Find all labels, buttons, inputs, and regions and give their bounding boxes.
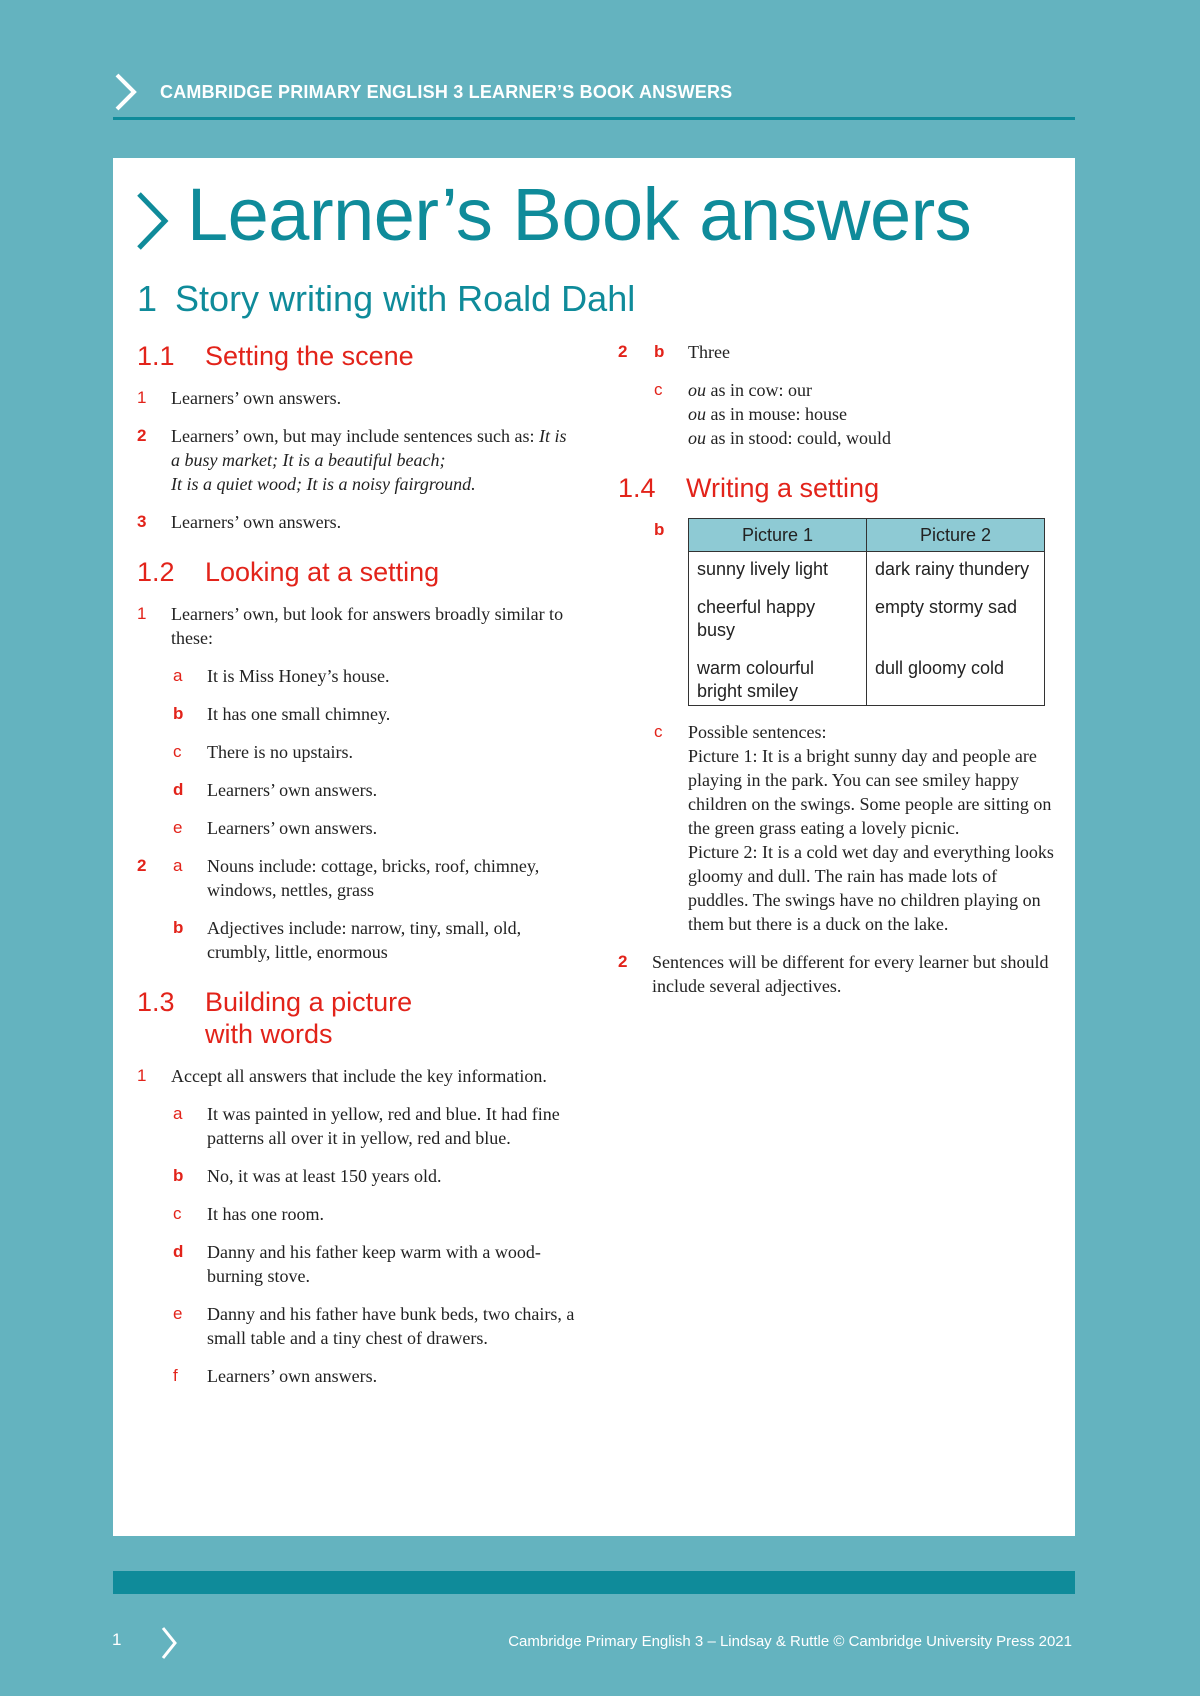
line: as in mouse: house xyxy=(706,404,847,424)
answer-text: Sentences will be different for every learner but should include several adjectives. xyxy=(652,952,1049,996)
answer-intro: Learners’ own, but may include sentences such as: xyxy=(171,426,535,446)
sub-text: There is no upstairs. xyxy=(207,742,353,762)
sub-label: d xyxy=(173,780,184,799)
section-title: with words xyxy=(205,1019,333,1049)
sub-text: Learners’ own answers. xyxy=(207,780,378,800)
answer-text: Learners’ own answers. xyxy=(171,512,342,532)
line: as in stood: could, would xyxy=(706,428,891,448)
sub-label: e xyxy=(173,1304,183,1323)
answer-number: 1 xyxy=(137,1066,147,1085)
sub-text: Danny and his father have bunk beds, two chairs, a small table and a tiny chest of drawers. xyxy=(207,1304,575,1348)
sub-text: Learners’ own answers. xyxy=(207,818,378,838)
chevron-right-icon xyxy=(133,190,171,252)
chevron-right-icon xyxy=(160,1625,178,1661)
sub-answer xyxy=(137,664,577,688)
answer-item xyxy=(137,386,577,410)
sub-answer xyxy=(137,816,577,840)
line: as in cow: our xyxy=(706,380,812,400)
section-heading-1-4 xyxy=(618,472,1058,504)
sub-label: c xyxy=(654,722,663,741)
letters: ou xyxy=(688,428,706,448)
page-header xyxy=(113,70,1075,120)
answer-item xyxy=(137,1064,577,1088)
sub-text: Nouns include: cottage, bricks, roof, chimney, windows, nettles, grass xyxy=(207,856,540,900)
section-title: Writing a setting xyxy=(686,473,880,503)
sub-text: Possible sentences: xyxy=(688,722,827,742)
sub-answer xyxy=(137,1202,577,1226)
answer-number: 2 xyxy=(618,952,628,971)
table-header: Picture 2 xyxy=(867,519,1045,552)
sub-label: d xyxy=(173,1242,184,1261)
sub-label: b xyxy=(654,520,665,539)
sub-text xyxy=(688,378,1058,450)
section-title: Looking at a setting xyxy=(205,557,440,587)
sub-label: c xyxy=(173,1204,182,1223)
answer-number: 1 xyxy=(137,604,147,623)
section-number: 1.1 xyxy=(137,341,175,371)
sub-label: b xyxy=(173,918,184,937)
answer-number: 2 xyxy=(137,856,147,875)
sub-label: b xyxy=(173,1166,184,1185)
table-cell: cheerful happy busy xyxy=(689,581,867,642)
sub-answer xyxy=(137,702,577,726)
table-cell: dark rainy thundery xyxy=(867,552,1045,582)
header-divider xyxy=(113,117,1075,120)
sub-text: It is Miss Honey’s house. xyxy=(207,666,390,686)
answer-number: 2 xyxy=(137,426,147,445)
answer-number: 3 xyxy=(137,512,147,531)
chapter-heading xyxy=(137,278,635,320)
sub-answer xyxy=(137,1102,577,1150)
sub-text: Three xyxy=(688,342,730,362)
sub-answer xyxy=(618,378,1058,450)
section-heading-1-2 xyxy=(137,556,577,588)
sub-text: It was painted in yellow, red and blue. It had fine patterns all over it in yellow, red and blue. xyxy=(207,1104,560,1148)
sub-answer xyxy=(137,740,577,764)
page-title-text: Learner’s Book answers xyxy=(187,173,972,256)
chapter-number: 1 xyxy=(137,278,158,319)
letters: ou xyxy=(688,404,706,424)
sub-label: a xyxy=(173,666,183,685)
answer-item xyxy=(618,950,1058,998)
answer-number: 1 xyxy=(137,388,147,407)
answer-number: 2 xyxy=(618,342,628,361)
example-sentences: It is a busy market; It is a beautiful beach; xyxy=(171,426,567,470)
sub-answer xyxy=(618,720,1058,936)
sub-answer xyxy=(137,916,577,964)
sub-answer xyxy=(618,340,1058,364)
chapter-title: Story writing with Roald Dahl xyxy=(175,278,636,319)
content-panel xyxy=(113,158,1075,1536)
sub-text: Picture 2: It is a cold wet day and everything looks gloomy and dull. The rain has made lots of puddles. The swings have no children playing on them but there is a duck on the lake. xyxy=(688,842,1054,934)
sub-label: c xyxy=(173,742,182,761)
section-title: Setting the scene xyxy=(205,341,414,371)
sub-label: b xyxy=(173,704,184,723)
sub-label: a xyxy=(173,856,183,875)
right-column xyxy=(618,336,1058,998)
sub-answer xyxy=(137,1164,577,1188)
example-sentences: It is a quiet wood; It is a noisy fairground. xyxy=(171,474,476,494)
table-cell: empty stormy sad xyxy=(867,581,1045,642)
answer-text: Learners’ own, but look for answers broadly similar to these: xyxy=(171,604,564,648)
sub-answer xyxy=(137,854,577,902)
sub-text: It has one room. xyxy=(207,1204,324,1224)
header-title: CAMBRIDGE PRIMARY ENGLISH 3 LEARNER’S BOOK ANSWERS xyxy=(160,82,733,102)
sub-text: Picture 1: It is a bright sunny day and people are playing in the park. You can see smiley happy children on the swings. Some people are sitting on the green grass eating a lovely picnic. xyxy=(688,746,1052,838)
chevron-right-icon xyxy=(113,72,139,112)
table-cell: dull gloomy cold xyxy=(867,642,1045,680)
answer-text: Accept all answers that include the key information. xyxy=(171,1066,547,1086)
page-number: 1 xyxy=(112,1630,122,1649)
footer-bar xyxy=(113,1571,1075,1594)
sub-label: f xyxy=(173,1366,178,1385)
sub-label: c xyxy=(654,380,663,399)
section-heading-1-3 xyxy=(137,986,577,1050)
sub-answer xyxy=(137,1302,577,1350)
section-heading-1-1 xyxy=(137,340,577,372)
table-cell: sunny lively light xyxy=(689,552,867,582)
sub-answer xyxy=(137,1240,577,1288)
copyright-notice: Cambridge Primary English 3 – Lindsay & Ruttle © Cambridge University Press 2021 xyxy=(508,1633,1072,1650)
table-cell: warm colourful xyxy=(689,642,867,680)
sub-label: a xyxy=(173,1104,183,1123)
section-title: Building a picture xyxy=(205,987,413,1017)
section-number: 1.4 xyxy=(618,473,656,503)
sub-answer xyxy=(618,518,1058,706)
sub-answer xyxy=(137,1364,577,1388)
sub-answer xyxy=(137,778,577,802)
section-number: 1.3 xyxy=(137,987,175,1017)
sub-text: It has one small chimney. xyxy=(207,704,391,724)
answer-text: Learners’ own answers. xyxy=(171,388,342,408)
adjectives-table xyxy=(688,518,1045,706)
answer-text xyxy=(171,424,577,496)
table-header: Picture 1 xyxy=(689,519,867,552)
sub-text: No, it was at least 150 years old. xyxy=(207,1166,442,1186)
answer-item xyxy=(137,602,577,650)
answer-item xyxy=(137,510,577,534)
sub-text: Danny and his father keep warm with a wood-burning stove. xyxy=(207,1242,541,1286)
table-cell: bright smiley xyxy=(689,680,867,706)
sub-label: e xyxy=(173,818,183,837)
left-column xyxy=(137,336,577,1388)
table-cell xyxy=(867,680,1045,706)
sub-label: b xyxy=(654,342,665,361)
letters: ou xyxy=(688,380,706,400)
answer-item xyxy=(137,424,577,496)
section-number: 1.2 xyxy=(137,557,175,587)
sub-text: Learners’ own answers. xyxy=(207,1366,378,1386)
sub-text: Adjectives include: narrow, tiny, small, old, crumbly, little, enormous xyxy=(207,918,522,962)
